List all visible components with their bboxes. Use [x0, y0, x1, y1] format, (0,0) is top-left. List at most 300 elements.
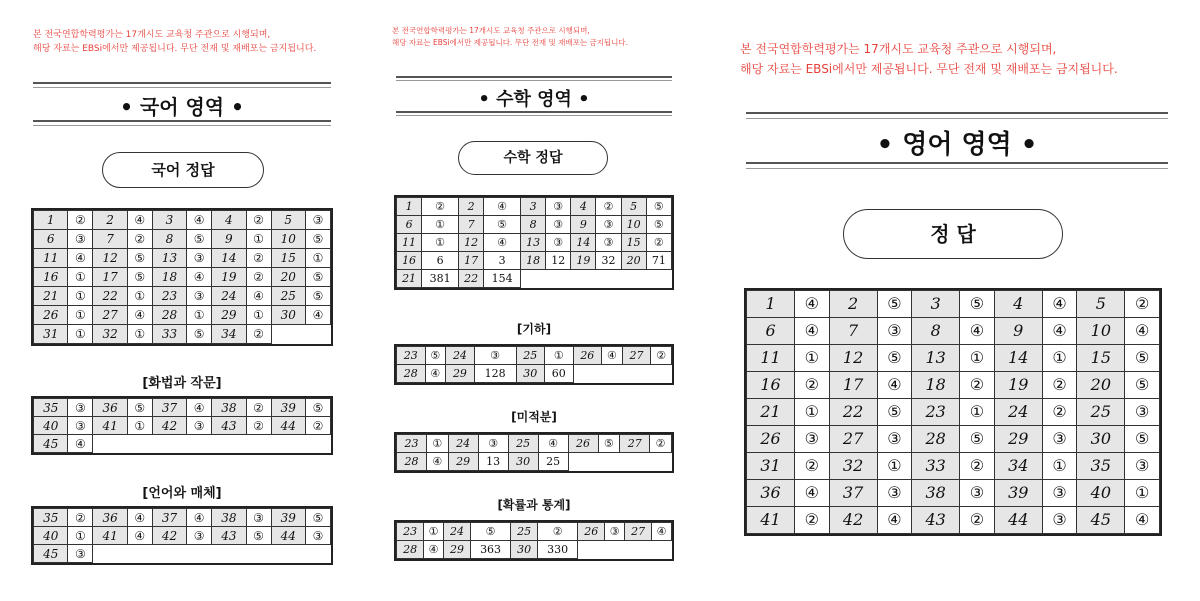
answer-cell: ①	[127, 417, 152, 435]
math-elective1-title: [기하]	[516, 322, 552, 336]
answer-cell: ②	[68, 509, 93, 527]
answer-cell: ②	[795, 372, 830, 399]
answer-cell: ④	[127, 527, 152, 545]
answer-cell: ④	[1125, 318, 1160, 345]
question-number: 39	[271, 509, 305, 527]
answer-cell: ①	[305, 249, 330, 268]
answer-cell: ①	[68, 306, 93, 325]
question-number: 4	[212, 211, 246, 230]
empty-cell	[93, 545, 127, 563]
answer-cell: ③	[246, 509, 271, 527]
answer-cell: ④	[246, 287, 271, 306]
answer-cell: 12	[546, 252, 571, 270]
question-number: 13	[521, 234, 546, 252]
question-number: 14	[212, 249, 246, 268]
answer-cell: ③	[187, 527, 212, 545]
korean-common-table	[33, 210, 331, 344]
math-elective1-table	[396, 346, 672, 383]
question-number: 18	[152, 268, 186, 287]
question-number: 44	[271, 527, 305, 545]
question-number: 28	[397, 365, 426, 383]
answer-cell: ①	[127, 287, 152, 306]
answer-cell: ③	[596, 216, 621, 234]
answer-cell: ④	[127, 306, 152, 325]
answer-cell: ③	[877, 426, 912, 453]
table-row	[34, 399, 331, 417]
table-row	[397, 198, 672, 216]
answer-cell: ①	[424, 523, 444, 541]
answer-cell: ④	[425, 365, 446, 383]
empty-cell	[652, 541, 672, 559]
question-number: 36	[93, 509, 127, 527]
question-number: 3	[521, 198, 546, 216]
answer-cell: ③	[1042, 480, 1077, 507]
question-number: 8	[152, 230, 186, 249]
table-row	[747, 480, 1160, 507]
answer-cell: ③	[1042, 507, 1077, 534]
question-number: 9	[212, 230, 246, 249]
question-number: 26	[34, 306, 68, 325]
question-number: 3	[152, 211, 186, 230]
question-number: 33	[152, 325, 186, 344]
question-number: 27	[829, 426, 877, 453]
question-number: 40	[34, 527, 68, 545]
answer-cell: ②	[960, 453, 995, 480]
answer-cell: ⑤	[127, 249, 152, 268]
empty-cell	[93, 435, 127, 453]
question-number: 19	[212, 268, 246, 287]
question-number: 24	[446, 347, 475, 365]
table-row	[747, 318, 1160, 345]
answer-cell: ⑤	[598, 435, 620, 453]
question-number: 2	[459, 198, 484, 216]
math-bottom-rule	[396, 111, 672, 113]
answer-cell: ①	[187, 306, 212, 325]
empty-cell	[596, 270, 621, 288]
answer-cell: ②	[596, 198, 621, 216]
empty-cell	[305, 325, 330, 344]
answer-cell: ③	[1125, 453, 1160, 480]
table-row	[397, 523, 672, 541]
math-common-table	[396, 197, 672, 288]
answer-cell: ①	[68, 287, 93, 306]
empty-cell	[521, 270, 546, 288]
answer-cell: ②	[246, 325, 271, 344]
question-number: 28	[152, 306, 186, 325]
answer-cell: ④	[1042, 291, 1077, 318]
question-number: 13	[912, 345, 960, 372]
empty-cell	[621, 270, 646, 288]
answer-cell: ①	[545, 347, 574, 365]
answer-cell: ⑤	[127, 268, 152, 287]
question-number: 44	[271, 417, 305, 435]
empty-cell	[568, 453, 598, 471]
answer-cell: ③	[546, 216, 571, 234]
question-number: 30	[271, 306, 305, 325]
table-row	[397, 435, 672, 453]
table-row	[747, 453, 1160, 480]
answer-cell: ②	[246, 249, 271, 268]
answer-cell: ④	[305, 306, 330, 325]
table-row	[397, 541, 672, 559]
table-row	[397, 365, 672, 383]
question-number: 42	[152, 527, 186, 545]
answer-cell: ④	[538, 435, 568, 453]
question-number: 31	[747, 453, 795, 480]
answer-cell: ③	[474, 347, 516, 365]
answer-cell: 60	[545, 365, 574, 383]
answer-cell: ①	[960, 399, 995, 426]
question-number: 19	[994, 372, 1042, 399]
question-number: 38	[212, 509, 246, 527]
question-number: 6	[747, 318, 795, 345]
answer-cell: ②	[960, 507, 995, 534]
answer-cell: 128	[474, 365, 516, 383]
answer-cell: ①	[127, 325, 152, 344]
question-number: 21	[747, 399, 795, 426]
question-number: 30	[508, 453, 538, 471]
question-number: 26	[573, 347, 602, 365]
answer-cell: ④	[426, 453, 448, 471]
table-row	[397, 453, 672, 471]
question-number: 9	[994, 318, 1042, 345]
answer-cell: ①	[426, 435, 448, 453]
table-row	[34, 287, 331, 306]
question-number: 22	[459, 270, 484, 288]
answer-cell: ③	[305, 527, 330, 545]
question-number: 42	[829, 507, 877, 534]
table-row	[34, 509, 331, 527]
question-number: 27	[93, 306, 127, 325]
english-panel	[710, 0, 1200, 601]
answer-cell: ①	[1125, 480, 1160, 507]
table-row	[34, 306, 331, 325]
answer-cell: ①	[1042, 453, 1077, 480]
answer-cell: 3	[484, 252, 521, 270]
math-subject-title: • 수학 영역 •	[478, 89, 590, 110]
empty-cell	[152, 545, 186, 563]
question-number: 25	[516, 347, 545, 365]
table-row	[397, 216, 672, 234]
question-number: 33	[912, 453, 960, 480]
question-number: 32	[829, 453, 877, 480]
question-number: 24	[448, 435, 478, 453]
answer-cell: ①	[795, 399, 830, 426]
question-number: 45	[34, 435, 68, 453]
question-number: 7	[93, 230, 127, 249]
answer-cell: ②	[246, 211, 271, 230]
answer-cell: ③	[68, 417, 93, 435]
empty-cell	[571, 270, 596, 288]
answer-cell: ④	[484, 234, 521, 252]
answer-cell: ①	[68, 325, 93, 344]
question-number: 21	[34, 287, 68, 306]
answer-cell: ①	[68, 268, 93, 287]
question-number: 1	[747, 291, 795, 318]
english-subject-title: • 영어 영역 •	[876, 130, 1038, 160]
answer-cell: ③	[960, 480, 995, 507]
question-number: 26	[747, 426, 795, 453]
answer-cell: ②	[305, 417, 330, 435]
answer-cell: ④	[652, 523, 672, 541]
question-number: 7	[459, 216, 484, 234]
answer-cell: ②	[795, 453, 830, 480]
empty-cell	[650, 453, 672, 471]
question-number: 25	[271, 287, 305, 306]
question-number: 22	[93, 287, 127, 306]
question-number: 1	[34, 211, 68, 230]
math-elective3-table	[396, 522, 672, 559]
empty-cell	[187, 545, 212, 563]
math-elective3-title: [확률과 통계]	[497, 498, 571, 512]
korean-top-rule	[33, 82, 331, 84]
question-number: 42	[152, 417, 186, 435]
answer-cell: 13	[478, 453, 508, 471]
answer-cell: ①	[246, 306, 271, 325]
question-number: 24	[994, 399, 1042, 426]
question-number: 18	[912, 372, 960, 399]
question-number: 2	[829, 291, 877, 318]
question-number: 39	[271, 399, 305, 417]
answer-cell: ①	[422, 234, 459, 252]
question-number: 41	[93, 527, 127, 545]
question-number: 43	[912, 507, 960, 534]
empty-cell	[625, 541, 652, 559]
table-row	[34, 417, 331, 435]
question-number: 14	[571, 234, 596, 252]
answer-cell: ⑤	[877, 345, 912, 372]
question-number: 37	[829, 480, 877, 507]
korean-bottom-rule	[33, 120, 331, 122]
question-number: 29	[212, 306, 246, 325]
empty-cell	[212, 545, 246, 563]
question-number: 30	[511, 541, 538, 559]
question-number: 29	[994, 426, 1042, 453]
answer-cell: ③	[596, 234, 621, 252]
korean-subject-title: • 국어 영역 •	[120, 95, 244, 119]
table-row	[34, 268, 331, 287]
answer-cell: ⑤	[877, 399, 912, 426]
table-row	[747, 426, 1160, 453]
table-row	[34, 249, 331, 268]
table-row	[34, 211, 331, 230]
answer-cell: ③	[305, 211, 330, 230]
empty-cell	[573, 365, 602, 383]
question-number: 39	[994, 480, 1042, 507]
table-row	[34, 527, 331, 545]
empty-cell	[246, 545, 271, 563]
question-number: 30	[1077, 426, 1125, 453]
korean-panel	[0, 0, 370, 601]
question-number: 25	[1077, 399, 1125, 426]
answer-cell: ⑤	[187, 325, 212, 344]
empty-cell	[246, 435, 271, 453]
answer-cell: 154	[484, 270, 521, 288]
answer-cell: ④	[960, 318, 995, 345]
answer-cell: ②	[422, 198, 459, 216]
question-number: 11	[34, 249, 68, 268]
question-number: 13	[152, 249, 186, 268]
answer-cell: 330	[538, 541, 578, 559]
answer-cell: ⑤	[305, 509, 330, 527]
question-number: 17	[93, 268, 127, 287]
question-number: 27	[622, 347, 651, 365]
math-notice-line1: 본 전국연합학력평가는 17개시도 교육청 주관으로 시행되며,	[392, 26, 590, 35]
answer-cell: ②	[246, 268, 271, 287]
question-number: 20	[1077, 372, 1125, 399]
empty-cell	[152, 435, 186, 453]
question-number: 37	[152, 399, 186, 417]
answer-cell: ③	[605, 523, 625, 541]
answer-cell: ④	[1042, 318, 1077, 345]
question-number: 6	[34, 230, 68, 249]
table-row	[34, 230, 331, 249]
question-number: 8	[912, 318, 960, 345]
korean-elective1-title: [화법과 작문]	[142, 376, 222, 391]
empty-cell	[187, 435, 212, 453]
answer-cell: ③	[68, 399, 93, 417]
question-number: 5	[1077, 291, 1125, 318]
question-number: 12	[829, 345, 877, 372]
answer-cell: ⑤	[1125, 372, 1160, 399]
question-number: 10	[1077, 318, 1125, 345]
answer-cell: ③	[546, 234, 571, 252]
question-number: 34	[212, 325, 246, 344]
answer-cell: ④	[877, 372, 912, 399]
question-number: 16	[34, 268, 68, 287]
math-elective2-table	[396, 434, 672, 471]
korean-notice-line2: 해당 자료는 EBSi에서만 제공됩니다. 무단 전재 및 재배포는 금지됩니다.	[33, 44, 317, 54]
question-number: 15	[271, 249, 305, 268]
korean-answer-label: 국어 정답	[102, 152, 264, 188]
empty-cell	[271, 545, 305, 563]
question-number: 38	[912, 480, 960, 507]
table-row	[34, 435, 331, 453]
answer-cell: ④	[877, 507, 912, 534]
answer-cell: ④	[484, 198, 521, 216]
answer-cell: ⑤	[960, 291, 995, 318]
question-number: 16	[747, 372, 795, 399]
question-number: 10	[621, 216, 646, 234]
question-number: 32	[93, 325, 127, 344]
question-number: 45	[1077, 507, 1125, 534]
answer-cell: ④	[424, 541, 444, 559]
answer-cell: ⑤	[877, 291, 912, 318]
empty-cell	[605, 541, 625, 559]
empty-cell	[305, 435, 330, 453]
question-number: 12	[93, 249, 127, 268]
question-number: 45	[34, 545, 68, 563]
table-row	[34, 325, 331, 344]
question-number: 23	[912, 399, 960, 426]
english-notice-line2: 해당 자료는 EBSi에서만 제공됩니다. 무단 전재 및 재배포는 금지됩니다.	[740, 62, 1118, 76]
question-number: 7	[829, 318, 877, 345]
answer-cell: ④	[68, 249, 93, 268]
answer-cell: ⑤	[246, 527, 271, 545]
math-panel	[370, 0, 710, 601]
answer-cell: ②	[795, 507, 830, 534]
question-number: 17	[459, 252, 484, 270]
question-number: 27	[620, 435, 650, 453]
english-answer-table	[746, 290, 1160, 534]
question-number: 28	[397, 541, 424, 559]
answer-cell: ②	[246, 399, 271, 417]
table-row	[747, 372, 1160, 399]
answer-cell: ⑤	[127, 399, 152, 417]
empty-cell	[651, 365, 672, 383]
question-number: 24	[212, 287, 246, 306]
table-row	[397, 252, 672, 270]
question-number: 41	[93, 417, 127, 435]
answer-cell: ⑤	[1125, 426, 1160, 453]
answer-cell: ④	[127, 509, 152, 527]
question-number: 18	[521, 252, 546, 270]
question-number: 23	[397, 523, 424, 541]
korean-elective2-title: [언어와 매체]	[142, 486, 222, 501]
answer-cell: ⑤	[305, 287, 330, 306]
answer-cell: ①	[246, 230, 271, 249]
english-notice-line1: 본 전국연합학력평가는 17개시도 교육청 주관으로 시행되며,	[740, 42, 1057, 56]
answer-cell: ①	[795, 345, 830, 372]
math-answer-label: 수학 정답	[458, 141, 608, 175]
math-bottom-rule-2	[396, 115, 672, 116]
question-number: 20	[621, 252, 646, 270]
answer-cell: ②	[646, 234, 671, 252]
question-number: 29	[443, 541, 470, 559]
answer-cell: ②	[538, 523, 578, 541]
answer-cell: ②	[960, 372, 995, 399]
question-number: 35	[34, 399, 68, 417]
answer-cell: ②	[651, 347, 672, 365]
answer-cell: ⑤	[1125, 345, 1160, 372]
answer-cell: 25	[538, 453, 568, 471]
question-number: 4	[571, 198, 596, 216]
answer-cell: ①	[877, 453, 912, 480]
empty-cell	[646, 270, 671, 288]
korean-elective1-table	[33, 398, 331, 453]
answer-cell: 363	[471, 541, 511, 559]
question-number: 26	[578, 523, 605, 541]
answer-cell: ②	[1042, 372, 1077, 399]
answer-cell: ①	[68, 527, 93, 545]
question-number: 30	[516, 365, 545, 383]
question-number: 9	[571, 216, 596, 234]
answer-cell: ④	[127, 211, 152, 230]
answer-cell: 6	[422, 252, 459, 270]
answer-cell: ⑤	[187, 230, 212, 249]
answer-cell: ④	[795, 480, 830, 507]
empty-cell	[271, 435, 305, 453]
answer-cell: ②	[650, 435, 672, 453]
answer-cell: 71	[646, 252, 671, 270]
korean-bottom-rule-2	[33, 125, 331, 126]
answer-cell: ⑤	[646, 198, 671, 216]
question-number: 28	[912, 426, 960, 453]
table-row	[397, 270, 672, 288]
answer-cell: ③	[546, 198, 571, 216]
question-number: 25	[508, 435, 538, 453]
english-answer-label: 정 답	[843, 209, 1063, 259]
question-number: 2	[93, 211, 127, 230]
question-number: 17	[829, 372, 877, 399]
question-number: 34	[994, 453, 1042, 480]
question-number: 5	[271, 211, 305, 230]
question-number: 38	[212, 399, 246, 417]
table-row	[747, 507, 1160, 534]
answer-cell: ③	[187, 249, 212, 268]
empty-cell	[127, 435, 152, 453]
question-number: 6	[397, 216, 422, 234]
